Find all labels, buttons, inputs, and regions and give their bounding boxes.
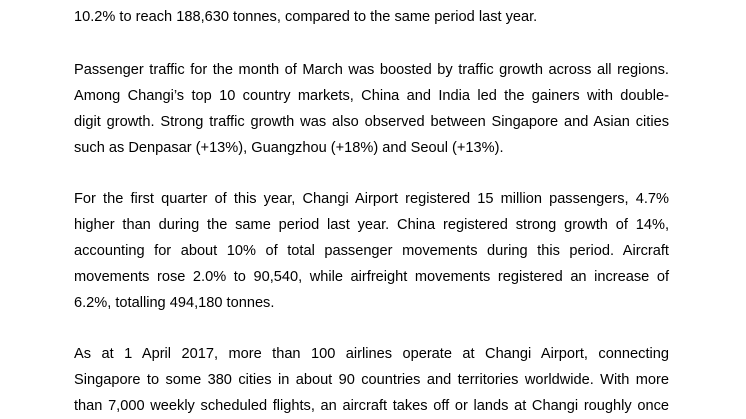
paragraph-line: movements rose 2.0% to 90,540, while airfreight movements registered an increase of (74, 269, 669, 285)
paragraph-line: digit growth. Strong traffic growth was also observed between Singapore and Asian cities (74, 114, 669, 130)
paragraph-line: Among Changi’s top 10 country markets, China and India led the gainers with double- (74, 88, 669, 104)
paragraph-line: higher than during the same period last year. China registered strong growth of 14%, (74, 217, 669, 233)
paragraph-line: 6.2%, totalling 494,180 tonnes. (74, 295, 275, 311)
paragraph-line: Passenger traffic for the month of March was boosted by traffic growth across all regions. (74, 62, 669, 78)
paragraph-line: Singapore to some 380 cities in about 90 countries and territories worldwide. With more (74, 372, 669, 388)
paragraph-line: than 7,000 weekly scheduled flights, an aircraft takes off or lands at Changi roughly once (74, 398, 669, 414)
paragraph-line: For the first quarter of this year, Changi Airport registered 15 million passengers, 4.7% (74, 191, 669, 207)
paragraph-line: accounting for about 10% of total passenger movements during this period. Aircraft (74, 243, 669, 259)
paragraph-line: As at 1 April 2017, more than 100 airlines operate at Changi Airport, connecting (74, 346, 669, 362)
paragraph-line: 10.2% to reach 188,630 tonnes, compared to the same period last year. (74, 9, 538, 25)
paragraph-line: such as Denpasar (+13%), Guangzhou (+18%) and Seoul (+13%). (74, 140, 504, 156)
